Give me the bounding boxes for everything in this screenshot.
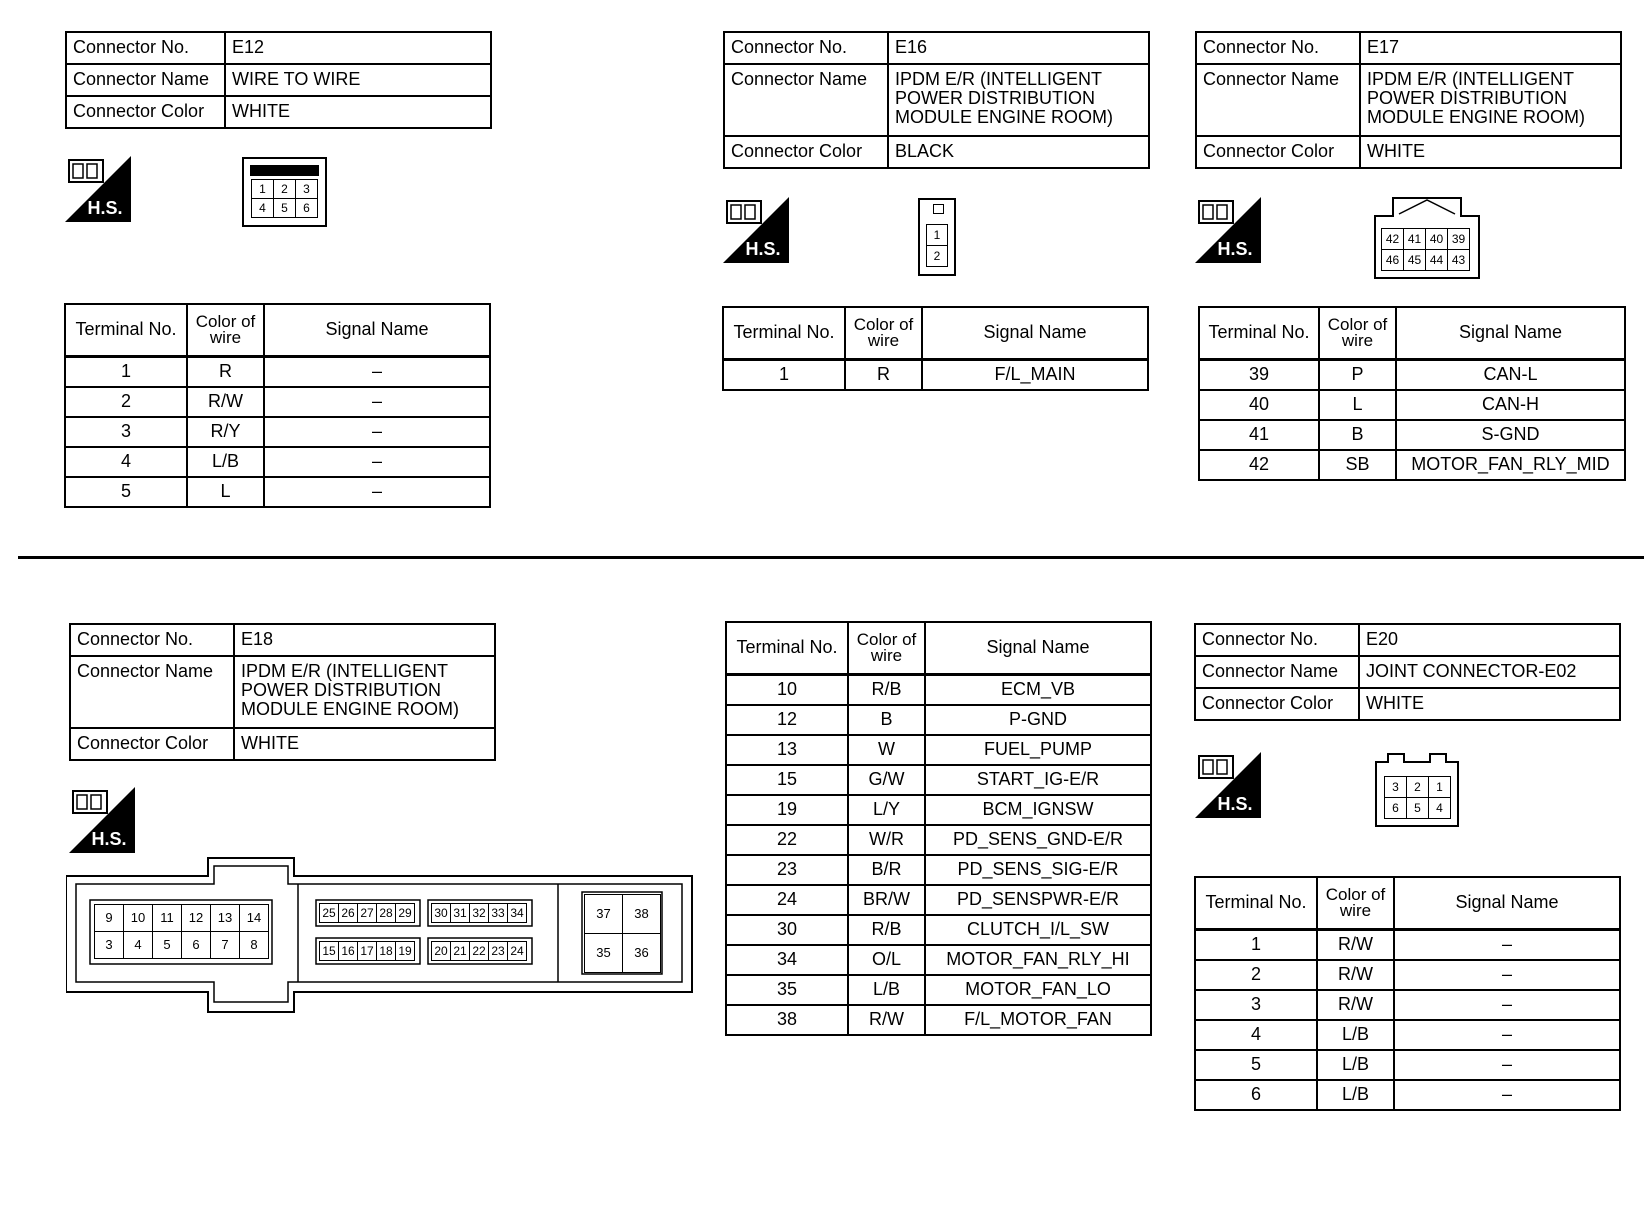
connector-no-label: Connector No. (70, 624, 234, 656)
table-cell: 3 (65, 417, 187, 447)
connector-no-label: Connector No. (1196, 32, 1360, 64)
table-cell: BCM_IGNSW (925, 795, 1151, 825)
table-row (1195, 990, 1620, 1020)
table-cell: SB (1319, 450, 1396, 480)
table-cell: F/L_MAIN (922, 359, 1148, 390)
harness-side-icon (69, 787, 135, 853)
connector-no-label: Connector No. (724, 32, 888, 64)
table-cell: – (1394, 1020, 1620, 1050)
table-cell: 1 (1195, 929, 1317, 960)
pin: 3 (295, 179, 318, 199)
pin: 28 (376, 903, 396, 923)
signal-name-header: Signal Name (264, 304, 490, 356)
pin: 39 (1447, 228, 1470, 250)
connector-no-value: E20 (1359, 624, 1620, 656)
connector-no-value: E18 (234, 624, 495, 656)
table-cell: 42 (1199, 450, 1319, 480)
connector-color-value: WHITE (1359, 688, 1620, 720)
table-cell: 22 (726, 825, 848, 855)
pin: 45 (1403, 249, 1426, 271)
table-row (1195, 1050, 1620, 1080)
pin: 37 (584, 894, 623, 934)
pin: 29 (395, 903, 415, 923)
connector-color-label: Connector Color (724, 136, 888, 168)
e18-connector-face (66, 856, 694, 1014)
pin: 12 (181, 904, 211, 932)
connector-name-value: IPDM E/R (INTELLIGENT POWER DISTRIBUTION MODULE ENGINE ROOM) (1360, 64, 1621, 136)
connector-color-value: BLACK (888, 136, 1149, 168)
pin: 43 (1447, 249, 1470, 271)
table-cell: W (848, 735, 925, 765)
table-cell: F/L_MOTOR_FAN (925, 1005, 1151, 1035)
table-cell: 39 (1199, 359, 1319, 390)
table-cell: 1 (723, 359, 845, 390)
connector-color-label: Connector Color (1196, 136, 1360, 168)
pin: 5 (152, 931, 182, 959)
pin: 9 (94, 904, 124, 932)
pin: 30 (431, 903, 451, 923)
pin: 33 (488, 903, 508, 923)
pin: 13 (210, 904, 240, 932)
table-row (65, 447, 490, 477)
table-cell: O/L (848, 945, 925, 975)
table-row (726, 825, 1151, 855)
pin: 15 (319, 941, 339, 961)
table-cell: 10 (726, 674, 848, 705)
e18-info-table (69, 623, 496, 761)
table-cell: 34 (726, 945, 848, 975)
svg-text:H.S.: H.S. (1217, 239, 1253, 259)
table-header-cell: Signal Name (922, 307, 1148, 359)
table-cell: 23 (726, 855, 848, 885)
e12-terminal-table (64, 303, 491, 508)
e20-info-table (1194, 623, 1621, 721)
table-cell: – (264, 447, 490, 477)
table-header-cell: Terminal No. (1195, 877, 1317, 929)
pin: 36 (622, 933, 661, 973)
table-row (65, 356, 490, 387)
section-divider (18, 556, 1644, 559)
table-header-cell: Signal Name (925, 622, 1151, 674)
table-cell: 5 (1195, 1050, 1317, 1080)
table-cell: FUEL_PUMP (925, 735, 1151, 765)
table-cell: R/W (1317, 929, 1394, 960)
pin: 34 (507, 903, 527, 923)
table-row (723, 359, 1148, 390)
table-cell: 5 (65, 477, 187, 507)
table-cell: – (264, 387, 490, 417)
table-cell: MOTOR_FAN_RLY_MID (1396, 450, 1625, 480)
table-cell: PD_SENS_GND-E/R (925, 825, 1151, 855)
table-cell: 12 (726, 705, 848, 735)
pin: 46 (1381, 249, 1404, 271)
connector-no-label: Connector No. (1195, 624, 1359, 656)
pin: 2 (1406, 776, 1429, 798)
pin: 35 (584, 933, 623, 973)
pin: 20 (431, 941, 451, 961)
e12-info-table (65, 31, 492, 129)
pin: 38 (622, 894, 661, 934)
table-cell: BR/W (848, 885, 925, 915)
table-cell: 1 (65, 356, 187, 387)
table-cell: L/B (848, 975, 925, 1005)
table-header-cell: Color of wire (845, 307, 922, 359)
connector-name-value: JOINT CONNECTOR-E02 (1359, 656, 1620, 688)
table-cell: – (264, 417, 490, 447)
e20-connector-face (1374, 752, 1460, 828)
table-cell: P-GND (925, 705, 1151, 735)
pin: 11 (152, 904, 182, 932)
table-row (65, 417, 490, 447)
harness-side-icon (1195, 752, 1261, 818)
color-of-wire-header: Color of wire (187, 304, 264, 356)
table-cell: CLUTCH_I/L_SW (925, 915, 1151, 945)
table-row (726, 674, 1151, 705)
table-cell: R (187, 356, 264, 387)
table-cell: L (1319, 390, 1396, 420)
table-row (726, 622, 1151, 674)
table-row (1195, 877, 1620, 929)
table-cell: – (1394, 1050, 1620, 1080)
e16-info-table (723, 31, 1150, 169)
table-row (726, 945, 1151, 975)
connector-color-value: WHITE (234, 728, 495, 760)
connector-no-value: E12 (225, 32, 491, 64)
connector-name-value: IPDM E/R (INTELLIGENT POWER DISTRIBUTION MODULE ENGINE ROOM) (888, 64, 1149, 136)
table-cell: W/R (848, 825, 925, 855)
pin: 18 (376, 941, 396, 961)
table-row (726, 735, 1151, 765)
table-cell: 13 (726, 735, 848, 765)
table-cell: R/W (1317, 960, 1394, 990)
table-cell: – (1394, 990, 1620, 1020)
table-cell: – (264, 356, 490, 387)
connector-name-label: Connector Name (724, 64, 888, 136)
table-header-cell: Terminal No. (1199, 307, 1319, 359)
table-cell: MOTOR_FAN_LO (925, 975, 1151, 1005)
table-cell: CAN-H (1396, 390, 1625, 420)
table-row (1199, 359, 1625, 390)
table-header-cell: Color of wire (1317, 877, 1394, 929)
table-row (726, 1005, 1151, 1035)
harness-side-icon (723, 197, 789, 263)
table-cell: R/B (848, 674, 925, 705)
pin: 6 (1384, 797, 1407, 819)
table-cell: 35 (726, 975, 848, 1005)
pin: 25 (319, 903, 339, 923)
table-cell: MOTOR_FAN_RLY_HI (925, 945, 1151, 975)
table-cell: L/B (1317, 1020, 1394, 1050)
table-cell: L/B (1317, 1080, 1394, 1110)
table-cell: 4 (1195, 1020, 1317, 1050)
connector-color-label: Connector Color (1195, 688, 1359, 720)
table-cell: – (1394, 960, 1620, 990)
table-cell: R (845, 359, 922, 390)
e12-connector-face (242, 157, 327, 227)
pin: 26 (338, 903, 358, 923)
table-cell: B/R (848, 855, 925, 885)
connector-name-value: IPDM E/R (INTELLIGENT POWER DISTRIBUTION MODULE ENGINE ROOM) (234, 656, 495, 728)
table-cell: R/W (1317, 990, 1394, 1020)
connector-no-value: E16 (888, 32, 1149, 64)
pin: 41 (1403, 228, 1426, 250)
pin: 5 (273, 198, 296, 218)
table-header-cell: Color of wire (1319, 307, 1396, 359)
table-header-cell: Signal Name (1394, 877, 1620, 929)
pin: 1 (926, 224, 948, 246)
connector-color-value: WHITE (1360, 136, 1621, 168)
table-cell: – (264, 477, 490, 507)
pin: 21 (450, 941, 470, 961)
pin: 2 (273, 179, 296, 199)
connector-name-label: Connector Name (70, 656, 234, 728)
table-row (1199, 390, 1625, 420)
table-row (726, 855, 1151, 885)
connector-color-value: WHITE (225, 96, 491, 128)
table-row (726, 975, 1151, 1005)
table-row (1199, 307, 1625, 359)
pin: 32 (469, 903, 489, 923)
pin: 3 (94, 931, 124, 959)
pin: 4 (251, 198, 274, 218)
table-row (726, 885, 1151, 915)
pin: 8 (239, 931, 269, 959)
table-row (1195, 1020, 1620, 1050)
pin: 5 (1406, 797, 1429, 819)
e17-info-table (1195, 31, 1622, 169)
table-cell: 24 (726, 885, 848, 915)
table-cell: 6 (1195, 1080, 1317, 1110)
pin: 1 (1428, 776, 1451, 798)
table-cell: 4 (65, 447, 187, 477)
table-header-cell: Terminal No. (723, 307, 845, 359)
e20-terminal-table (1194, 876, 1621, 1111)
table-row (1199, 450, 1625, 480)
pin: 27 (357, 903, 377, 923)
pin: 19 (395, 941, 415, 961)
table-cell: 38 (726, 1005, 848, 1035)
table-cell: PD_SENS_SIG-E/R (925, 855, 1151, 885)
table-cell: 19 (726, 795, 848, 825)
e16-terminal-table (722, 306, 1149, 391)
e17-connector-face (1373, 196, 1481, 280)
pin: 6 (181, 931, 211, 959)
pin: 10 (123, 904, 153, 932)
pin: 2 (926, 245, 948, 267)
table-row (65, 477, 490, 507)
pin: 22 (469, 941, 489, 961)
table-cell: R/W (848, 1005, 925, 1035)
table-header-cell: Signal Name (1396, 307, 1625, 359)
table-cell: CAN-L (1396, 359, 1625, 390)
pin: 7 (210, 931, 240, 959)
harness-side-icon (1195, 197, 1261, 263)
table-row (1195, 929, 1620, 960)
table-row (726, 765, 1151, 795)
table-cell: S-GND (1396, 420, 1625, 450)
svg-text:H.S.: H.S. (91, 829, 127, 849)
table-cell: B (1319, 420, 1396, 450)
table-cell: B (848, 705, 925, 735)
table-cell: – (1394, 1080, 1620, 1110)
table-header-cell: Color of wire (848, 622, 925, 674)
table-cell: 2 (1195, 960, 1317, 990)
harness-side-icon (65, 156, 131, 222)
table-row (65, 304, 490, 356)
table-row (726, 705, 1151, 735)
svg-text:H.S.: H.S. (1217, 794, 1253, 814)
pin: 40 (1425, 228, 1448, 250)
table-cell: L/B (1317, 1050, 1394, 1080)
pin: 4 (1428, 797, 1451, 819)
table-cell: – (1394, 929, 1620, 960)
pin: 17 (357, 941, 377, 961)
pin: 24 (507, 941, 527, 961)
pin: 14 (239, 904, 269, 932)
connector-no-label: Connector No. (66, 32, 225, 64)
pin: 44 (1425, 249, 1448, 271)
table-cell: P (1319, 359, 1396, 390)
table-row (1195, 1080, 1620, 1110)
pin: 16 (338, 941, 358, 961)
pin: 42 (1381, 228, 1404, 250)
table-cell: 41 (1199, 420, 1319, 450)
connector-color-label: Connector Color (66, 96, 225, 128)
table-cell: 3 (1195, 990, 1317, 1020)
table-cell: 30 (726, 915, 848, 945)
connector-name-label: Connector Name (1196, 64, 1360, 136)
svg-text:H.S.: H.S. (745, 239, 781, 259)
e17-terminal-table (1198, 306, 1626, 481)
table-row (726, 795, 1151, 825)
table-cell: R/B (848, 915, 925, 945)
e18-terminal-table (725, 621, 1152, 1036)
connector-name-value: WIRE TO WIRE (225, 64, 491, 96)
table-cell: L (187, 477, 264, 507)
table-cell: R/Y (187, 417, 264, 447)
table-row (65, 387, 490, 417)
table-cell: L/Y (848, 795, 925, 825)
pin: 4 (123, 931, 153, 959)
table-cell: 15 (726, 765, 848, 795)
table-row (1195, 960, 1620, 990)
terminal-no-header: Terminal No. (65, 304, 187, 356)
pin: 6 (295, 198, 318, 218)
table-row (726, 915, 1151, 945)
table-cell: 2 (65, 387, 187, 417)
connector-no-value: E17 (1360, 32, 1621, 64)
table-row (723, 307, 1148, 359)
pin: 31 (450, 903, 470, 923)
table-header-cell: Terminal No. (726, 622, 848, 674)
table-cell: PD_SENSPWR-E/R (925, 885, 1151, 915)
pin: 3 (1384, 776, 1407, 798)
table-cell: ECM_VB (925, 674, 1151, 705)
connector-color-label: Connector Color (70, 728, 234, 760)
table-cell: L/B (187, 447, 264, 477)
connector-name-label: Connector Name (1195, 656, 1359, 688)
pin: 1 (251, 179, 274, 199)
table-cell: G/W (848, 765, 925, 795)
table-cell: R/W (187, 387, 264, 417)
table-row (1199, 420, 1625, 450)
connector-name-label: Connector Name (66, 64, 225, 96)
table-cell: 40 (1199, 390, 1319, 420)
e16-connector-face (918, 198, 956, 276)
pin: 23 (488, 941, 508, 961)
hs-label: H.S. (87, 198, 123, 218)
table-cell: START_IG-E/R (925, 765, 1151, 795)
